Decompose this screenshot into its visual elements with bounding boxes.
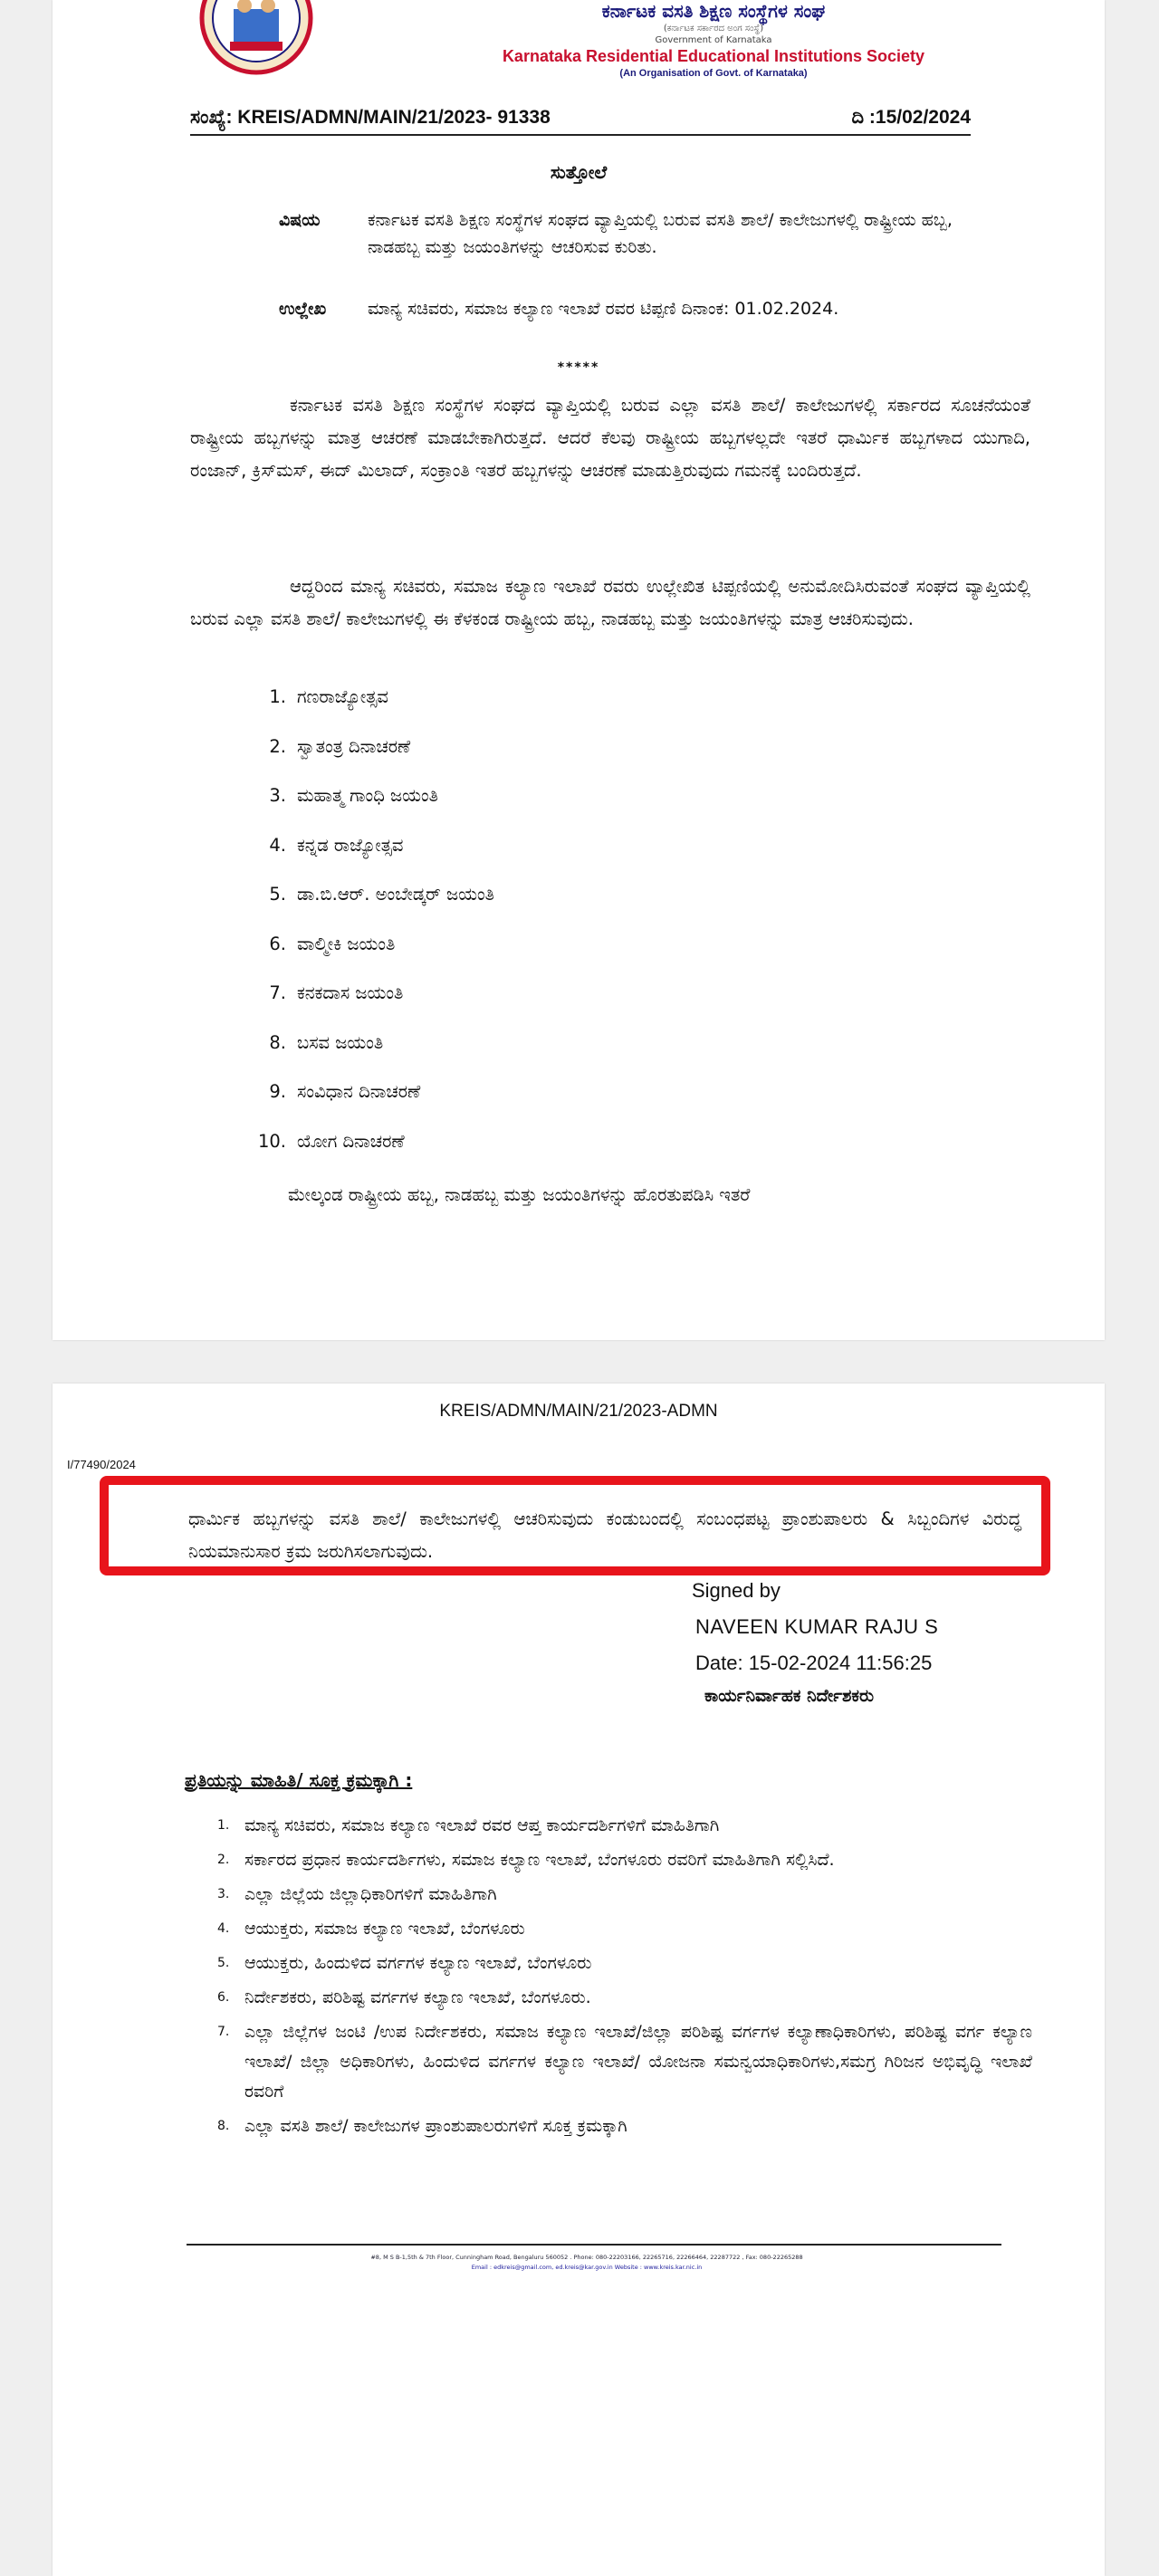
list-item <box>254 686 494 736</box>
list-item <box>217 2017 1032 2107</box>
document-page-1 <box>53 0 1105 1340</box>
reference-row <box>190 107 971 136</box>
list-number: 8. <box>269 1031 286 1053</box>
list-item <box>254 785 494 835</box>
circular-title: ಸುತ್ತೋಲೆ <box>550 161 608 183</box>
list-number: 5. <box>217 1956 230 1970</box>
list-number: 1. <box>217 1818 230 1833</box>
signer-name: NAVEEN KUMAR RAJU S <box>695 1615 939 1638</box>
cc-text: ಮಾನ್ಯ ಸಚಿವರು, ಸಮಾಜ ಕಲ್ಯಾಣ ಇಲಾಖೆ ರವರ ಆಪ್ತ ಕಾರ್ಯದರ್ಶಿಗಳಿಗೆ ಮಾಹಿತಿಗಾಗಿ <box>244 1815 720 1835</box>
list-item <box>217 1811 1032 1841</box>
list-item <box>254 884 494 934</box>
list-number: 8. <box>217 2119 230 2133</box>
holiday-name: ಕನ್ನಡ ರಾಜ್ಯೋತ್ಸವ <box>297 834 404 856</box>
holiday-name: ಡಾ.ಬಿ.ಆರ್. ಅಂಬೇಡ್ಕರ್ ಜಯಂತಿ <box>297 884 494 905</box>
list-number: 7. <box>269 982 286 1003</box>
cc-text: ಸರ್ಕಾರದ ಪ್ರಧಾನ ಕಾರ್ಯದರ್ಶಿಗಳು, ಸಮಾಜ ಕಲ್ಯಾಣ ಇಲಾಖೆ, ಬೆಂಗಳೂರು ರವರಿಗೆ ಮಾಹಿತಿಗಾಗಿ ಸಲ್ಲಿಸಿದೆ. <box>244 1850 835 1870</box>
paragraph-1: ಕರ್ನಾಟಕ ವಸತಿ ಶಿಕ್ಷಣ ಸಂಸ್ಥೆಗಳ ಸಂಘದ ವ್ಯಾಪ್ತಿಯಲ್ಲಿ ಬರುವ ಎಲ್ಲಾ ವಸತಿ ಶಾಲೆ/ ಕಾಲೇಜುಗಳಲ್ಲಿ ಸರ್ಕಾರದ ಸೂಚನೆಯಂತೆ ರಾಷ್ಟ್ರೀಯ ಹಬ್ಬಗಳನ್ನು ಮಾತ್ರ ಆಚರಣೆ ಮಾಡಬೇಕಾಗಿರುತ್ತದೆ. ಆದರೆ ಕೆಲವು ರಾಷ್ಟ್ರೀಯ ಹಬ್ಬಗಳಲ್ಲದೇ ಇತರೆ ಧಾರ್ಮಿಕ ಹಬ್ಬಗಳಾದ ಯುಗಾದಿ, ರಂಜಾನ್, ಕ್ರಿಸ್‌ಮಸ್, ಈದ್ ಮಿಲಾದ್, ಸಂಕ್ರಾಂತಿ ಇತರೆ ಹಬ್ಬಗಳನ್ನು ಆಚರಣೆ ಮಾಡುತ್ತಿರುವುದು ಗಮನಕ್ಕೆ ಬಂದಿರುತ್ತದೆ. <box>190 395 1030 481</box>
list-item <box>217 1983 1032 2013</box>
cc-text: ಎಲ್ಲಾ ಜಿಲ್ಲೆಯ ಜಿಲ್ಲಾಧಿಕಾರಿಗಳಿಗೆ ಮಾಹಿತಿಗಾಗಿ <box>244 1884 497 1904</box>
org-name-kannada: ಕರ್ನಾಟಕ ವಸತಿ ಶಿಕ್ಷಣ ಸಂಸ್ಥೆಗಳ ಸಂಘ <box>601 0 826 22</box>
signed-by-label: Signed by <box>692 1579 781 1602</box>
list-item <box>254 1131 494 1181</box>
org-name-english: Karnataka Residential Educational Institutions Society <box>502 47 925 65</box>
list-item <box>254 736 494 786</box>
list-item <box>254 1032 494 1082</box>
cc-list <box>217 1811 1032 2146</box>
cc-text: ಆಯುಕ್ತರು, ಹಿಂದುಳಿದ ವರ್ಗಗಳ ಕಲ್ಯಾಣ ಇಲಾಖೆ, ಬೆಂಗಳೂರು <box>244 1953 592 1973</box>
signature-date: Date: 15-02-2024 11:56:25 <box>695 1652 933 1674</box>
holiday-list <box>254 686 494 1180</box>
paragraph-3: ಮೇಲ್ಕಂಡ ರಾಷ್ಟ್ರೀಯ ಹಬ್ಬ, ನಾಡಹಬ್ಬ ಮತ್ತು ಜಯಂತಿಗಳನ್ನು ಹೊರತುಪಡಿಸಿ ಇತರೆ <box>288 1184 751 1205</box>
subject-label: ವಿಷಯ <box>279 210 321 230</box>
list-number: 1. <box>269 686 286 707</box>
list-item <box>217 2112 1032 2141</box>
signer-designation: ಕಾರ್ಯನಿರ್ವಾಹಕ ನಿರ್ದೇಶಕರು <box>704 1686 875 1706</box>
reference-number: ಸಂಖ್ಯೆ: KREIS/ADMN/MAIN/21/2023- 91338 <box>190 107 551 128</box>
footer-address: #8, M S B-1,5th & 7th Floor, Cunningham Road, Bengaluru 560052 . Phone: 080-22203166, 22265716, 22266464, 22287722 , Fax: 080-22265288 <box>370 2254 803 2261</box>
org-subtitle-kannada: (ಕರ್ನಾಟಕ ಸರ್ಕಾರದ ಅಂಗ ಸಂಸ್ಥೆ) <box>663 24 764 34</box>
document-page-2 <box>53 1384 1105 2576</box>
list-item <box>254 982 494 1032</box>
reference-note-label: ಉಲ್ಲೇಖ <box>279 299 327 319</box>
list-item <box>217 1880 1032 1910</box>
holiday-name: ಯೋಗ ದಿನಾಚರಣೆ <box>297 1130 405 1152</box>
list-number: 2. <box>217 1853 230 1867</box>
holiday-name: ಸ್ವಾತಂತ್ರ ದಿನಾಚರಣೆ <box>297 735 411 757</box>
footer-contact: Email : edkreis@gmail.com, ed.kreis@kar.gov.in Website : www.kreis.kar.nic.in <box>471 2264 703 2271</box>
kreis-emblem-icon <box>199 0 313 78</box>
reference-note-text: ಮಾನ್ಯ ಸಚಿವರು, ಸಮಾಜ ಕಲ್ಯಾಣ ಇಲಾಖೆ ರವರ ಟಿಪ್ಪಣಿ ದಿನಾಂಕ: 01.02.2024. <box>368 299 839 319</box>
paragraph-4-highlighted: ಧಾರ್ಮಿಕ ಹಬ್ಬಗಳನ್ನು ವಸತಿ ಶಾಲೆ/ ಕಾಲೇಜುಗಳಲ್ಲಿ ಆಚರಿಸುವುದು ಕಂಡುಬಂದಲ್ಲಿ ಸಂಬಂಧಪಟ್ಟ ಪ್ರಾಂಶುಪಾಲರು & ಸಿಬ್ಬಂದಿಗಳ ವಿರುದ್ಧ ನಿಯಮಾನುಸಾರ ಕ್ರಮ ಜರುಗಿಸಲಾಗುವುದು. <box>188 1508 1021 1562</box>
cc-text: ಆಯುಕ್ತರು, ಸಮಾಜ ಕಲ್ಯಾಣ ಇಲಾಖೆ, ಬೆಂಗಳೂರು <box>244 1919 525 1939</box>
govt-label: Government of Karnataka <box>655 35 772 45</box>
holiday-name: ಬಸವ ಜಯಂತಿ <box>297 1031 384 1053</box>
holiday-name: ಮಹಾತ್ಮ ಗಾಂಧಿ ಜಯಂತಿ <box>297 785 438 806</box>
list-item <box>217 1914 1032 1944</box>
subject-block <box>279 206 1003 261</box>
org-header <box>333 0 1094 79</box>
list-number: 4. <box>217 1921 230 1936</box>
list-number: 4. <box>269 834 286 856</box>
cc-text: ಎಲ್ಲಾ ವಸತಿ ಶಾಲೆ/ ಕಾಲೇಜುಗಳ ಪ್ರಾಂಶುಪಾಲರುಗಳಿಗೆ ಸೂಕ್ತ ಕ್ರಮಕ್ಕಾಗಿ <box>244 2116 627 2136</box>
cc-heading: ಪ್ರತಿಯನ್ನು ಮಾಹಿತಿ/ ಸೂಕ್ತ ಕ್ರಮಕ್ಕಾಗಿ : <box>185 1769 413 1791</box>
holiday-name: ಸಂವಿಧಾನ ದಿನಾಚರಣೆ <box>297 1081 421 1102</box>
list-number: 6. <box>217 1990 230 2005</box>
list-item <box>217 1845 1032 1875</box>
list-number: 6. <box>269 933 286 954</box>
list-number: 2. <box>269 735 286 757</box>
list-number: 5. <box>269 884 286 905</box>
list-number: 3. <box>217 1887 230 1901</box>
cc-text: ನಿರ್ದೇಶಕರು, ಪರಿಶಿಷ್ಟ ವರ್ಗಗಳ ಕಲ್ಯಾಣ ಇಲಾಖೆ, ಬೆಂಗಳೂರು. <box>244 1987 591 2007</box>
cc-text: ಎಲ್ಲಾ ಜಿಲ್ಲೆಗಳ ಜಂಟಿ /ಉಪ ನಿರ್ದೇಶಕರು, ಸಮಾಜ ಕಲ್ಯಾಣ ಇಲಾಖೆ/ಜಿಲ್ಲಾ ಪರಿಶಿಷ್ಟ ವರ್ಗಗಳ ಕಲ್ಯಾಣಾಧಿಕಾರಿಗಳು, ಪರಿಶಿಷ್ಟ ವರ್ಗ ಕಲ್ಯಾಣ ಇಲಾಖೆ/ ಜಿಲ್ಲಾ ಅಧಿಕಾರಿಗಳು, ಹಿಂದುಳಿದ ವರ್ಗಗಳ ಕಲ್ಯಾಣ ಇಲಾಖೆ/ ಯೋಜನಾ ಸಮನ್ವಯಾಧಿಕಾರಿಗಳು,ಸಮಗ್ರ ಗಿರಿಜನ ಅಭಿವೃದ್ಧಿ ಇಲಾಖೆ ರವರಿಗೆ <box>244 2022 1032 2102</box>
list-item <box>254 934 494 983</box>
holiday-name: ಕನಕದಾಸ ಜಯಂತಿ <box>297 982 404 1003</box>
footer-divider <box>187 2244 1001 2246</box>
list-item <box>254 1081 494 1131</box>
reference-date: ದಿ :15/02/2024 <box>851 107 971 128</box>
page2-reference: KREIS/ADMN/MAIN/21/2023-ADMN <box>439 1402 718 1421</box>
list-number: 10. <box>257 1130 286 1152</box>
paragraph-2: ಆದ್ದರಿಂದ ಮಾನ್ಯ ಸಚಿವರು, ಸಮಾಜ ಕಲ್ಯಾಣ ಇಲಾಖೆ ರವರು ಉಲ್ಲೇಖಿತ ಟಿಪ್ಪಣಿಯಲ್ಲಿ ಅನುಮೋದಿಸಿರುವಂತೆ ಸಂಘದ ವ್ಯಾಪ್ತಿಯಲ್ಲಿ ಬರುವ ಎಲ್ಲಾ ವಸತಿ ಶಾಲೆ/ ಕಾಲೇಜುಗಳಲ್ಲಿ ಈ ಕೆಳಕಂಡ ರಾಷ್ಟ್ರೀಯ ಹಬ್ಬ, ನಾಡಹಬ್ಬ ಮತ್ತು ಜಯಂತಿಗಳನ್ನು ಮಾತ್ರ ಆಚರಿಸುವುದು. <box>190 576 1030 629</box>
org-tagline: (An Organisation of Govt. of Karnataka) <box>619 68 808 79</box>
list-item <box>217 1949 1032 1978</box>
list-item <box>254 835 494 885</box>
side-reference: I/77490/2024 <box>67 1458 136 1471</box>
list-number: 9. <box>269 1081 286 1102</box>
subject-text: ಕರ್ನಾಟಕ ವಸತಿ ಶಿಕ್ಷಣ ಸಂಸ್ಥೆಗಳ ಸಂಘದ ವ್ಯಾಪ್ತಿಯಲ್ಲಿ ಬರುವ ವಸತಿ ಶಾಲೆ/ ಕಾಲೇಜುಗಳಲ್ಲಿ ರಾಷ್ಟ್ರೀಯ ಹಬ್ಬ, ನಾಡಹಬ್ಬ ಮತ್ತು ಜಯಂತಿಗಳನ್ನು ಆಚರಿಸುವ ಕುರಿತು. <box>368 210 953 257</box>
footer <box>188 2253 985 2273</box>
reference-note-block <box>279 295 1003 322</box>
holiday-name: ಗಣರಾಜ್ಯೋತ್ಸವ <box>297 686 388 707</box>
separator-stars: ***** <box>557 360 600 375</box>
list-number: 3. <box>269 785 286 806</box>
holiday-name: ವಾಲ್ಮೀಕಿ ಜಯಂತಿ <box>297 933 396 954</box>
list-number: 7. <box>217 2025 230 2039</box>
